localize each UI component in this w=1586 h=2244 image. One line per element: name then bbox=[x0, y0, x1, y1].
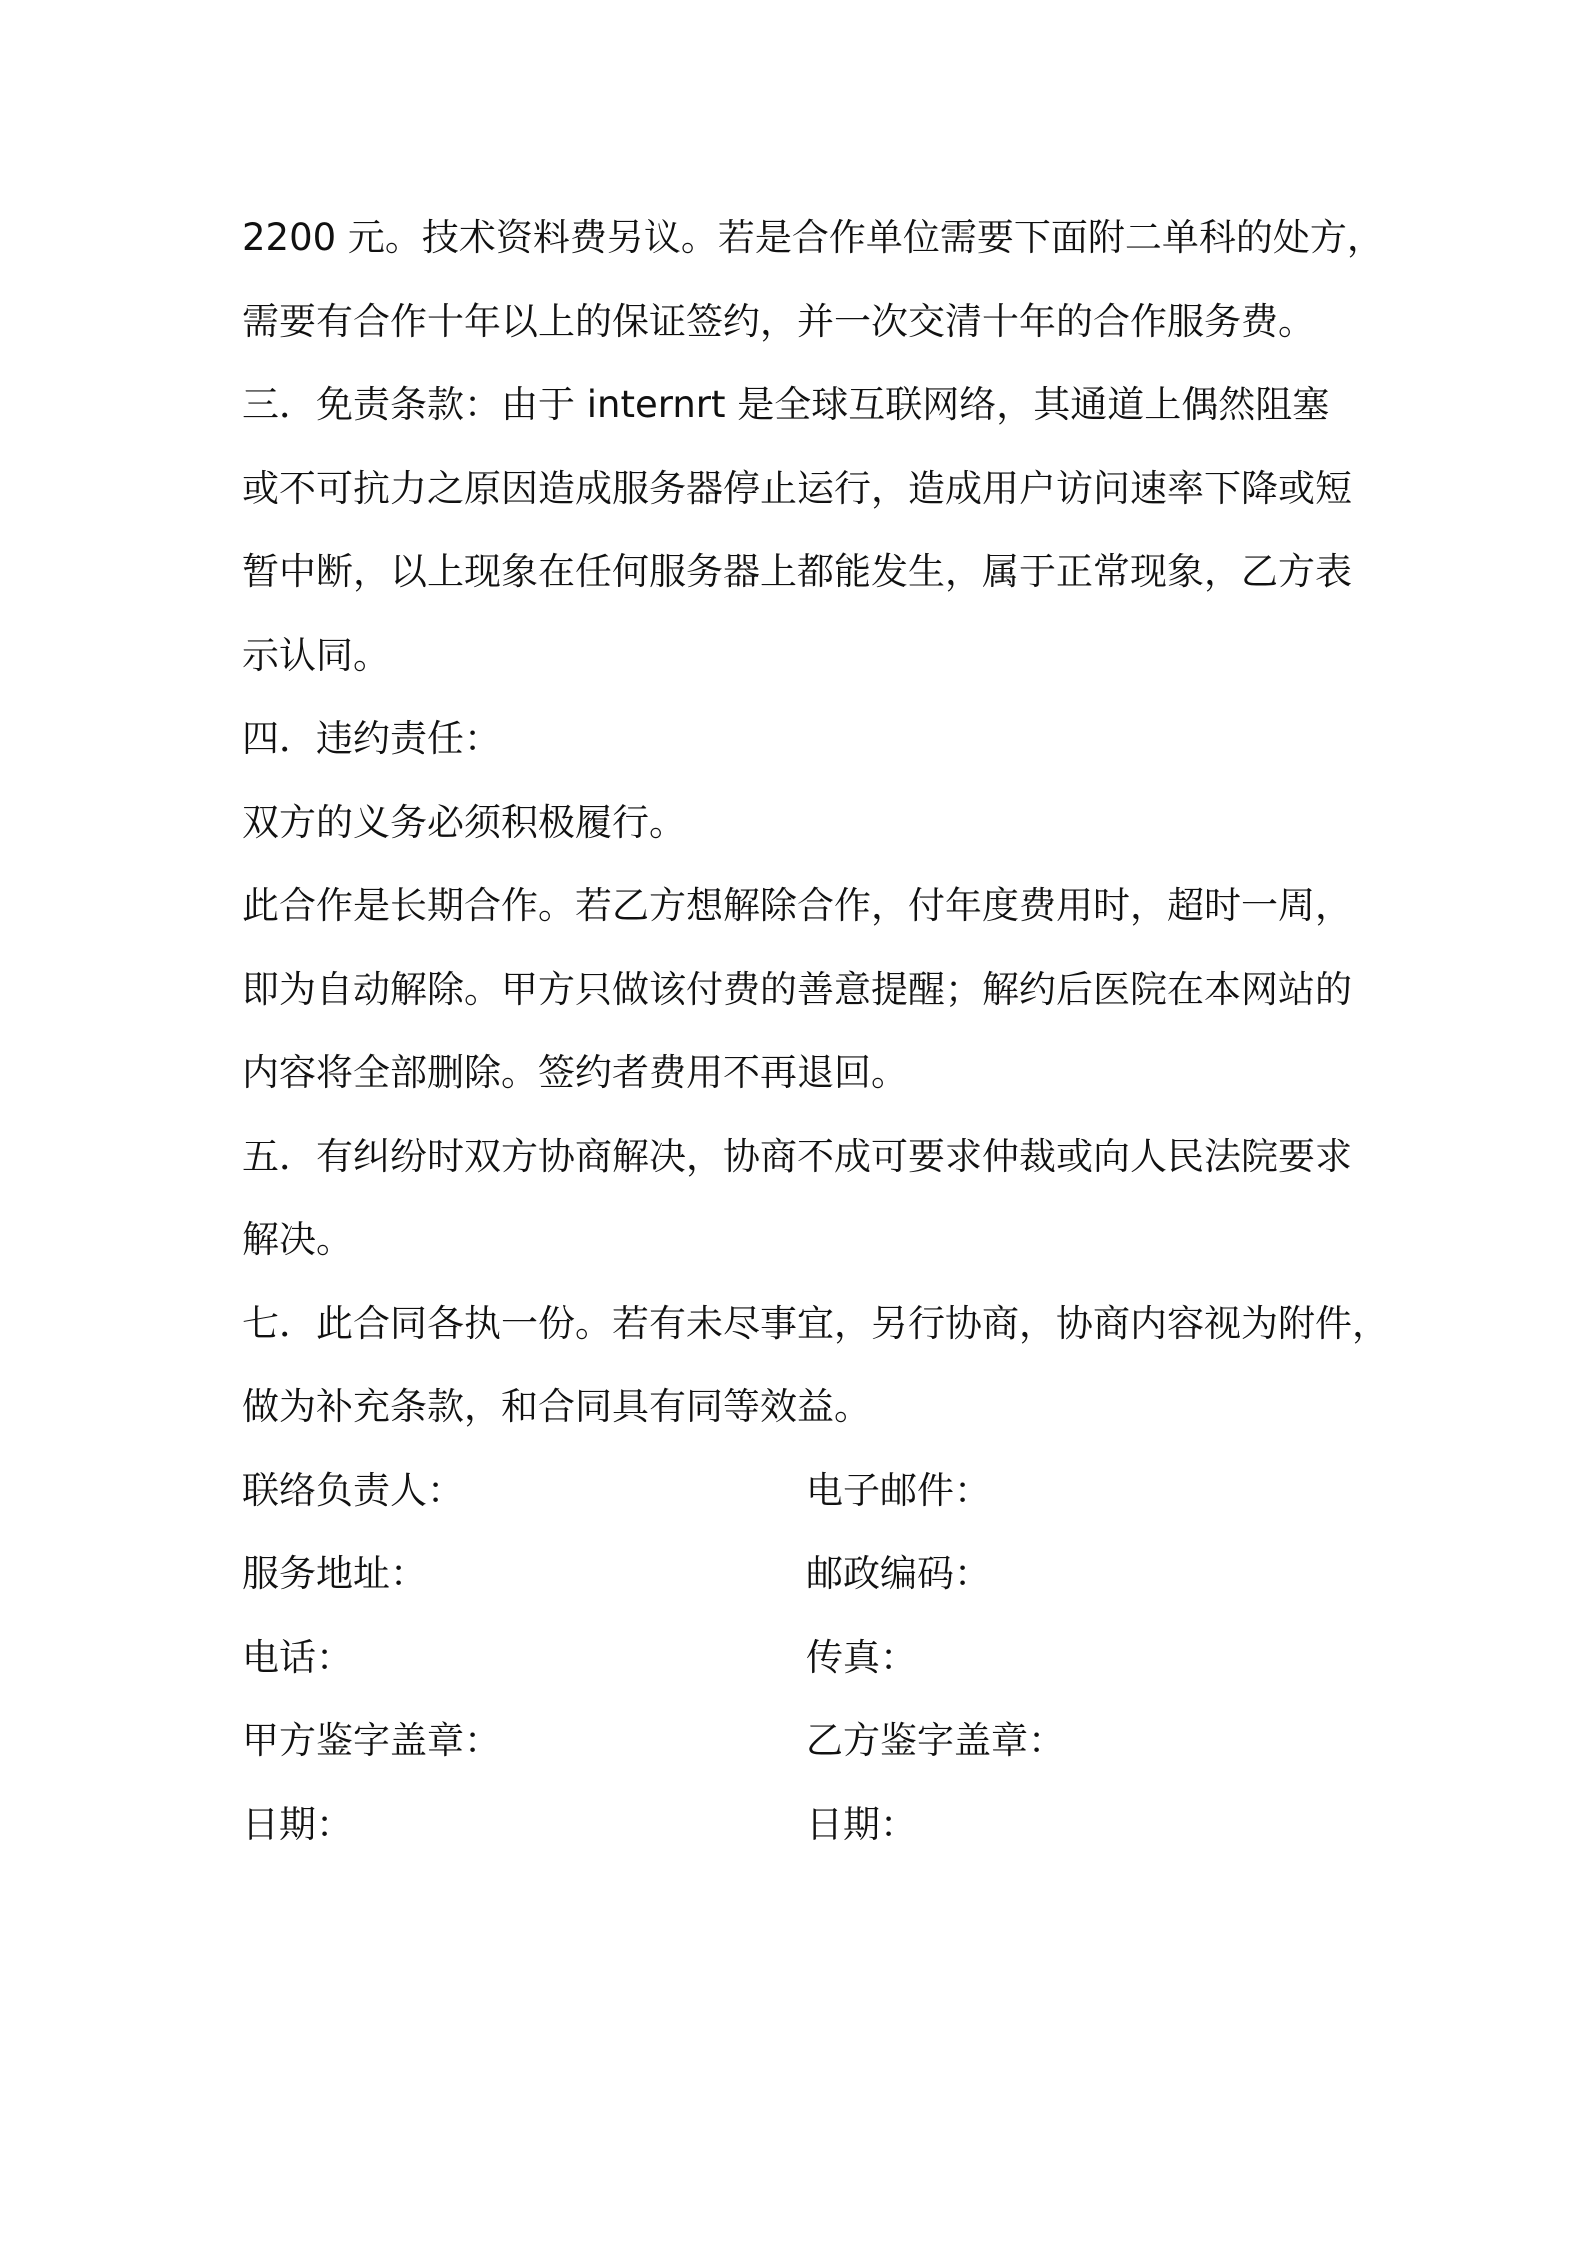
clause-4-heading: 四．违约责任： bbox=[242, 717, 501, 760]
signature-row-contact bbox=[242, 1449, 1356, 1533]
party-b-seal-label: 乙方鉴字盖章： bbox=[806, 1719, 1065, 1762]
text-line: 解决。 bbox=[242, 1218, 353, 1261]
text-line: 或不可抗力之原因造成服务器停止运行，造成用户访问速率下降或短 bbox=[242, 466, 1352, 510]
text-line: 需要有合作十年以上的保证签约，并一次交清十年的合作服务费。 bbox=[242, 299, 1315, 343]
party-a-seal-label: 甲方鉴字盖章： bbox=[242, 1719, 501, 1762]
text-line: 做为补充条款，和合同具有同等效益。 bbox=[242, 1385, 871, 1428]
clause-7-heading: 七．此合同各执一份。若有未尽事宜，另行协商，协商内容视为附件， bbox=[242, 1301, 1389, 1345]
text-line: 2200 元。技术资料费另议。若是合作单位需要下面附二单科的处方， bbox=[242, 216, 1384, 259]
service-address-label: 服务地址： bbox=[242, 1552, 427, 1595]
party-b-date-label: 日期： bbox=[806, 1802, 917, 1846]
signature-row-phone bbox=[242, 1616, 1356, 1700]
email-label: 电子邮件： bbox=[806, 1468, 991, 1512]
phone-label: 电话： bbox=[242, 1635, 353, 1679]
party-a-date-label: 日期： bbox=[242, 1802, 353, 1846]
postal-code-label: 邮政编码： bbox=[806, 1552, 991, 1595]
contact-person-label: 联络负责人： bbox=[242, 1468, 464, 1512]
text-line: 内容将全部删除。签约者费用不再退回。 bbox=[242, 1051, 908, 1094]
contract-page bbox=[242, 196, 1389, 1866]
clause-3-heading: 三．免责条款：由于 internrt 是全球互联网络，其通道上偶然阻塞 bbox=[242, 383, 1330, 426]
text-line: 即为自动解除。甲方只做该付费的善意提醒；解约后医院在本网站的 bbox=[242, 967, 1352, 1011]
text-line: 示认同。 bbox=[242, 633, 390, 677]
signature-row-address bbox=[242, 1532, 1356, 1616]
fax-label: 传真： bbox=[806, 1635, 917, 1679]
text-line: 暂中断，以上现象在任何服务器上都能发生，属于正常现象，乙方表 bbox=[242, 550, 1352, 593]
signature-row-date bbox=[242, 1783, 1356, 1867]
text-line: 双方的义务必须积极履行。 bbox=[242, 800, 686, 844]
clause-5-heading: 五．有纠纷时双方协商解决，协商不成可要求仲裁或向人民法院要求 bbox=[242, 1134, 1352, 1178]
text-line: 此合作是长期合作。若乙方想解除合作，付年度费用时，超时一周， bbox=[242, 884, 1352, 927]
signature-row-seal bbox=[242, 1699, 1356, 1783]
